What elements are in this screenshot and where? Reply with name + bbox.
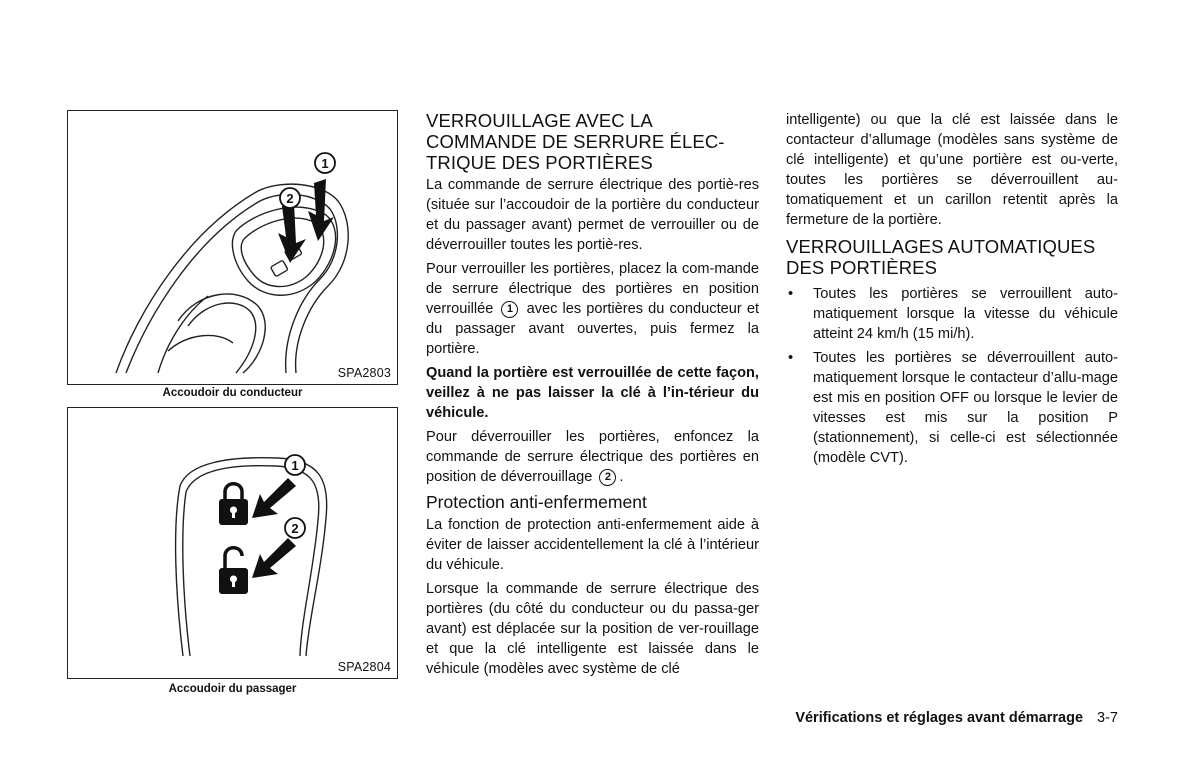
paragraph: Lorsque la commande de serrure électrique des portières (du côté du conducteur ou du passa-ger avant) est déplacée sur la position de ver-rouillage et que la clé intelligente est laissée dans le véhicule (modèles avec système de clé [426,581,759,677]
section-heading: VERROUILLAGE AVEC LA COMMANDE DE SERRURE ÉLEC- TRIQUE DES PORTIÈRES [426,110,725,173]
callout-2-icon: 2 [599,469,616,486]
figure-code: SPA2804 [337,660,391,674]
paragraph: La fonction de protection anti-enfermement aide à éviter de laisser accidentellement la clé à l’intérieur du véhicule. [426,517,759,573]
paragraph: La commande de serrure électrique des portiè-res (située sur l’accoudoir de la portière du conducteur et du passager avant) permet de verrouiller ou de déverrouiller toutes les portiè-res. [426,177,759,253]
page-number: 3-7 [1097,710,1118,726]
right-column [786,110,1118,472]
figure-caption: Accoudoir du conducteur [162,387,303,399]
page-footer [795,710,1118,726]
paragraph: Pour déverrouiller les portières, enfoncez la commande de serrure électrique des portières en position de déverrouillage 2 . [426,429,759,485]
paragraph: intelligente) ou que la clé est laissée dans le contacteur d’allumage (modèles sans système de clé intelligente) et qu’une portière est ou-verte, toutes les portières se déverrouillent au-tomatiquement et un carillon retentit après la fermeture de la portière. [786,112,1118,228]
section-heading: VERROUILLAGES AUTOMATIQUES DES PORTIÈRES [786,236,1096,278]
list-item: • Toutes les portières se déverrouillent auto-matiquement lorsque le contacteur d’allu-mage est mis en position OFF ou lorsque le levier de vitesses est mis sur la position P (stationnement), si celle-ci est sélectionnée (modèle CVT). [788,350,1118,466]
figure-code: SPA2803 [337,366,391,380]
passenger-armrest-illustration [68,408,399,680]
figure-driver-armrest [67,110,398,385]
figure-caption: Accoudoir du passager [168,683,297,695]
paragraph: Pour verrouiller les portières, placez la com-mande de serrure électrique des portières en position verrouillée 1 avec les portières du conducteur et du passager avant ouvertes, puis fermez la portière. [426,261,760,357]
figure2-callout-2: 2 [291,521,299,536]
warning-paragraph: Quand la portière est verrouillée de cette façon, veillez à ne pas laisser la clé à l’in-térieur du véhicule. [426,365,759,421]
footer-title: Vérifications et réglages avant démarrage [795,710,1084,726]
figure1-callout-1: 1 [321,156,329,171]
bullet-list [786,284,1118,468]
figure1-callout-2: 2 [286,191,294,206]
middle-column [426,110,759,683]
driver-armrest-illustration [68,111,399,386]
unlock-icon [219,548,248,594]
lock-icon [219,484,248,525]
callout-1-icon: 1 [501,301,518,318]
figure2-callout-1: 1 [291,458,299,473]
figure-passenger-armrest [67,407,398,679]
list-item: • Toutes les portières se verrouillent auto-matiquement lorsque la vitesse du véhicule atteint 24 km/h (15 mi/h). [788,286,1118,342]
subsection-heading: Protection anti-enfermement [426,492,647,512]
